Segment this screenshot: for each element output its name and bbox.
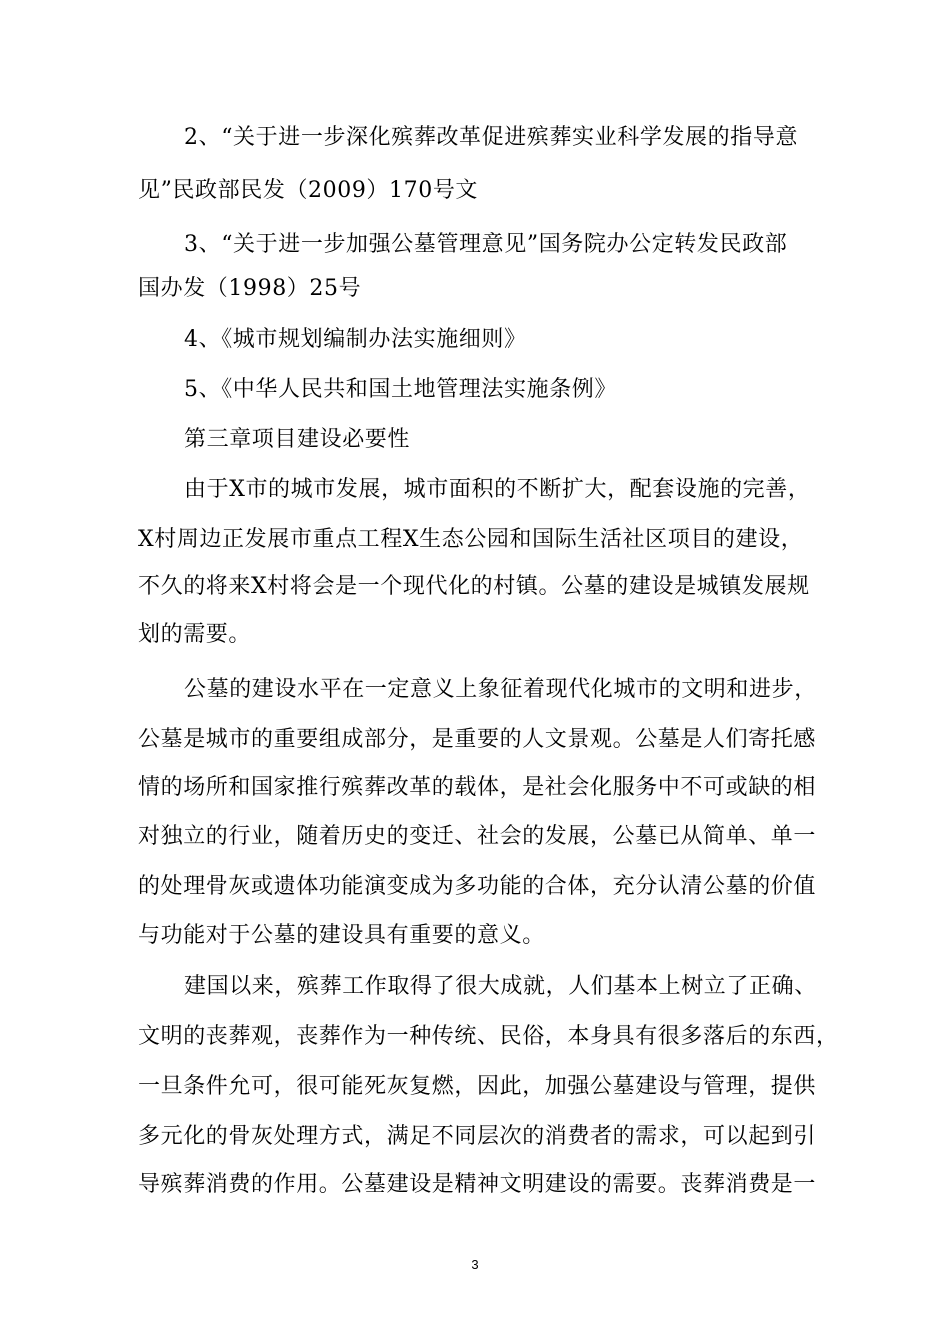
section-heading: 第三章项目建设必要性 [184,427,411,452]
text-line: 4、《城市规划编制办法实施细则》 [184,327,527,352]
text-line: 对独立的行业，随着历史的变迁、社会的发展，公墓已从简单、单一 [138,824,817,849]
text-line: 情的场所和国家推行殡葬改革的载体，是社会化服务中不可或缺的相 [138,775,817,800]
page-number: 3 [471,1257,479,1272]
text-line: 导殡葬消费的作用。公墓建设是精神文明建设的需要。丧葬消费是一 [138,1172,817,1197]
text-line: 国办发（1998）25号 [138,276,362,301]
text-line: 多元化的骨灰处理方式，满足不同层次的消费者的需求，可以起到引 [138,1124,817,1149]
text-line: 由于X市的城市发展，城市面积的不断扩大，配套设施的完善， [184,477,811,502]
text-line: 见”民政部民发（2009）170号文 [138,178,479,203]
text-line: 文明的丧葬观，丧葬作为一种传统、民俗，本身具有很多落后的东西， [138,1024,839,1049]
text-line: 不久的将来X村将会是一个现代化的村镇。公墓的建设是城镇发展规 [138,574,810,599]
text-line: X村周边正发展市重点工程X生态公园和国际生活社区项目的建设， [138,527,804,552]
text-line: 2、“关于进一步深化殡葬改革促进殡葬实业科学发展的指导意 [184,125,799,150]
text-line: 公墓是城市的重要组成部分，是重要的人文景观。公墓是人们寄托感 [138,727,817,752]
text-line: 的处理骨灰或遗体功能演变成为多功能的合体，充分认清公墓的价值 [138,874,817,899]
text-line: 建国以来，殡葬工作取得了很大成就，人们基本上树立了正确、 [184,974,817,999]
text-line: 一旦条件允可，很可能死灰复燃，因此，加强公墓建设与管理，提供 [138,1074,817,1099]
text-line: 公墓的建设水平在一定意义上象征着现代化城市的文明和进步， [184,677,817,702]
text-line: 5、《中华人民共和国土地管理法实施条例》 [184,377,617,402]
text-line: 与功能对于公墓的建设具有重要的意义。 [138,923,545,948]
text-line: 划的需要。 [138,622,252,647]
text-line: 3、“关于进一步加强公墓管理意见”国务院办公定转发民政部 [184,232,788,257]
